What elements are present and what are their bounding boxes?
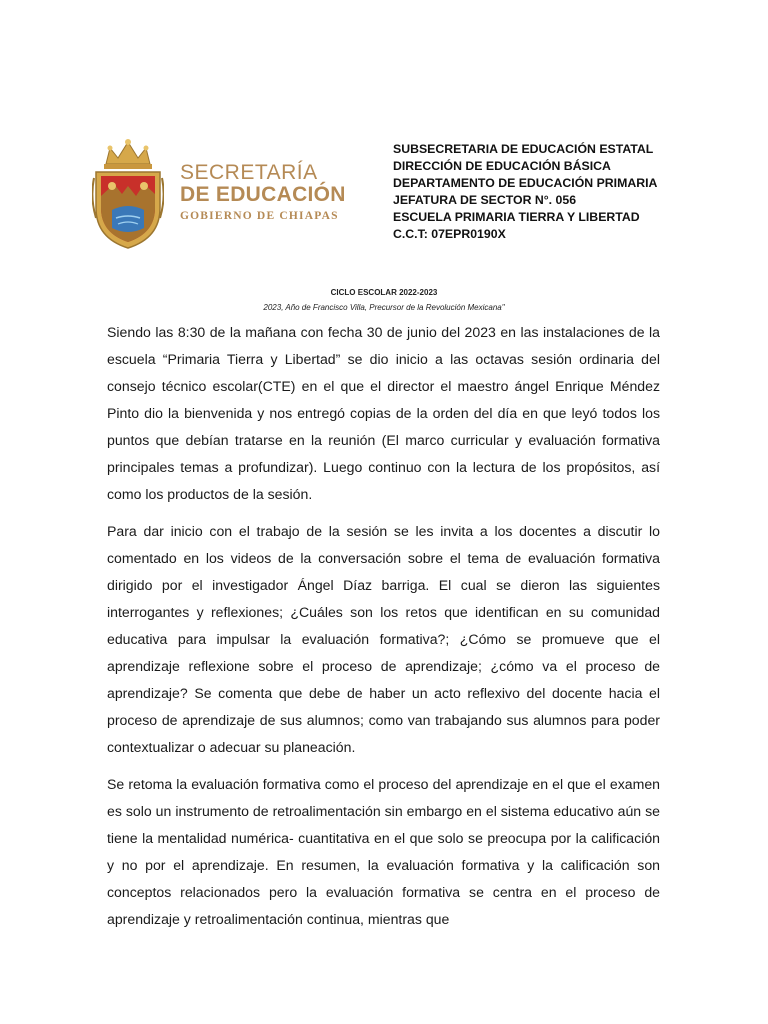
chiapas-coat-of-arms-icon [92,138,164,250]
logo-secretaria-text: SECRETARÍA [180,161,318,184]
body-paragraph: Se retoma la evaluación formativa como el proceso del aprendizaje en el que el examen es solo un instrumento de retroalimentación sin embargo en el sistema educativo aún se tiene la mentalidad numérica- cuantitativa en el que solo se preocupa por la calificación y no por el aprendizaje. En resumen, la evaluación formativa y la calificación son conceptos relacionados pero la evaluación formativa se centra en el proceso de aprendizaje y retroalimentación continua, mientras que [107,776,660,927]
logo-wordmark [180,162,360,222]
institution-header [393,141,733,243]
body-paragraph: Para dar inicio con el trabajo de la sesión se les invita a los docentes a discutir lo comentado en los videos de la conversación sobre el tema de evaluación formativa dirigido por el investigador Ángel Díaz barriga. El cual se dieron las siguientes interrogantes y reflexiones; ¿Cuáles son los retos que identifican en su comunidad educativa para impulsar la evaluación formativa?; ¿Cómo se promueve que el aprendizaje reflexione sobre el proceso de aprendizaje; ¿cómo va el proceso de aprendizaje? Se comenta que debe de haber un acto reflexivo del docente hacia el proceso de aprendizaje de sus alumnos; como van trabajando sus alumnos para poder contextualizar o adecuar su planeación. [107,523,660,755]
document-body [107,319,660,943]
secretaria-logo [92,138,352,250]
school-cycle-caption: CICLO ESCOLAR 2022-2023 [330,288,438,297]
header-line-jefatura: JEFATURA DE SECTOR N°. 056 [393,193,577,207]
logo-gobierno-text: GOBIERNO DE CHIAPAS [180,210,339,222]
header-line-subsecretaria: SUBSECRETARIA DE EDUCACIÓN ESTATAL [393,142,654,156]
header-line-cct: C.C.T: 07EPR0190X [393,227,506,241]
logo-de-educacion-text: DE EDUCACIÓN [180,183,346,206]
header-line-escuela: ESCUELA PRIMARIA TIERRA Y LIBERTAD [393,210,640,224]
body-paragraph: Siendo las 8:30 de la mañana con fecha 30 de junio del 2023 en las instalaciones de la escuela “Primaria Tierra y Libertad” se dio inicio a las octavas sesión ordinaria del consejo técnico escolar(CTE) en el que el director el maestro ángel Enrique Méndez Pinto dio la bienvenida y nos entregó copias de la orden del día en que leyó todos los puntos que debían tratarse en la reunión (El marco curricular y evaluación formativa principales temas a profundizar). Luego continuo con la lectura de los propósitos, así como los productos de la sesión. [107,324,660,502]
header-line-departamento: DEPARTAMENTO DE EDUCACIÓN PRIMARIA [393,176,658,190]
header-line-direccion: DIRECCIÓN DE EDUCACIÓN BÁSICA [393,159,611,173]
year-motto-caption: 2023, Año de Francisco Villa, Precursor de la Revolución Mexicana" [263,303,505,312]
